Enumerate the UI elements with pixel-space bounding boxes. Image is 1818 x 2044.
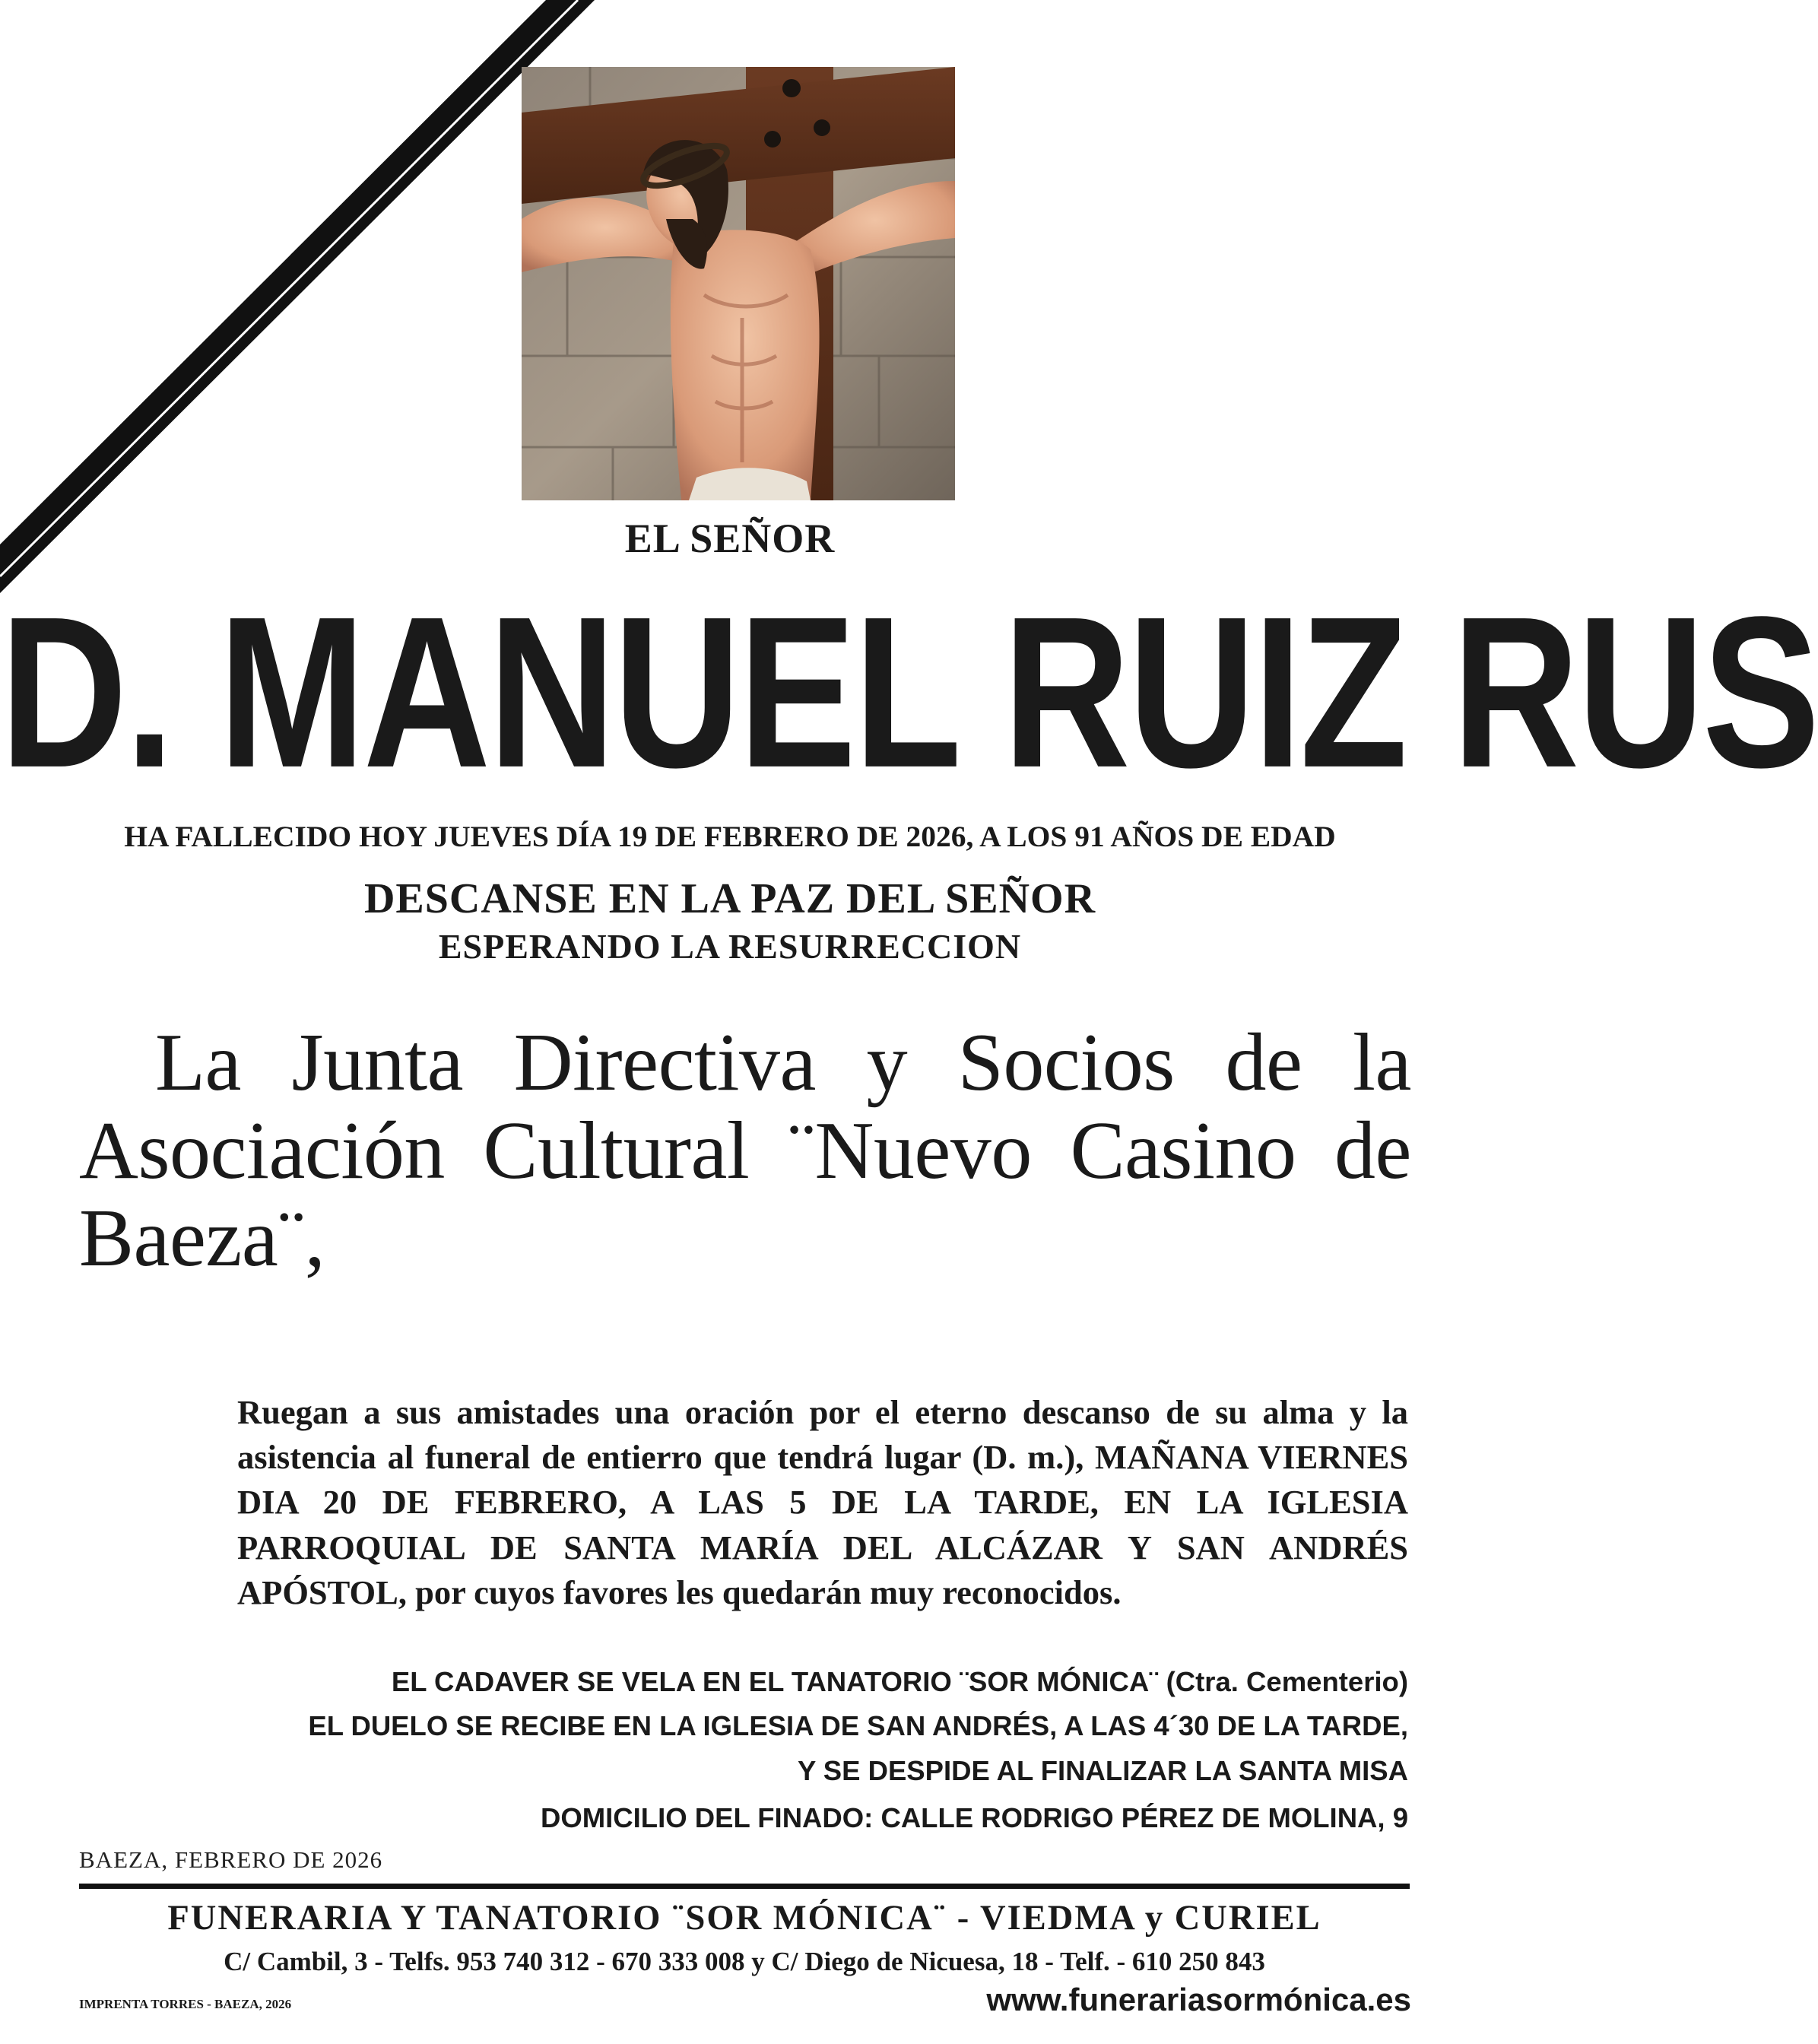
- vigil-line: EL CADAVER SE VELA EN EL TANATORIO ¨SOR MÓNICA¨ (Ctra. Cementerio): [391, 1666, 1408, 1697]
- printer-credit: IMPRENTA TORRES - BAEZA, 2026: [79, 1997, 292, 2011]
- association-text: La Junta Directiva y Socios de la Asociación Cultural ¨Nuevo Casino de Baeza¨,: [79, 1017, 1411, 1284]
- vigil-line: EL DUELO SE RECIBE EN LA IGLESIA DE SAN ANDRÉS, A LAS 4´30 DE LA TARDE,: [308, 1710, 1408, 1742]
- footer-divider: [79, 1884, 1410, 1889]
- vigil-line: DOMICILIO DEL FINADO: CALLE RODRIGO PÉREZ DE MOLINA, 9: [541, 1802, 1408, 1834]
- deceased-name: D. MANUEL RUIZ RUS: [0, 572, 1818, 813]
- honorific: EL SEÑOR: [624, 516, 836, 561]
- vigil-line: Y SE DESPIDE AL FINALIZAR LA SANTA MISA: [797, 1754, 1408, 1786]
- death-notice: HA FALLECIDO HOY JUEVES DÍA 19 DE FEBRERO DE 2026, A LOS 91 AÑOS DE EDAD: [124, 820, 1336, 853]
- rest-line-1: DESCANSE EN LA PAZ DEL SEÑOR: [363, 875, 1096, 922]
- website-link[interactable]: www.funerariasormónica.es: [986, 1982, 1411, 2017]
- request-text: Ruegan a sus amistades una oración por el eterno descanso de su alma y la asistencia al funeral de entierro que tendrá lugar (D. m.), MAÑANA VIERNES DIA 20 DE FEBRERO, A LAS 5 DE LA TARDE, EN LA IGLESIA PARROQUIAL DE SANTA MARÍA DEL ALCÁZAR Y SAN ANDRÉS APÓSTOL, por cuyos favores les quedarán muy reconocidos.: [237, 1393, 1408, 1611]
- crucifix-photo: [522, 67, 955, 500]
- funeral-home-address: C/ Cambil, 3 - Telfs. 953 740 312 - 670 333 008 y C/ Diego de Nicuesa, 18 - Telf. - 610 250 843: [224, 1947, 1265, 1976]
- rest-line-2: ESPERANDO LA RESURRECCION: [438, 927, 1022, 966]
- vigil-details: [228, 1660, 1408, 1841]
- dateline: BAEZA, FEBRERO DE 2026: [79, 1846, 383, 1873]
- funeral-home-name: FUNERARIA Y TANATORIO ¨SOR MÓNICA¨ - VIEDMA y CURIEL: [167, 1899, 1321, 1938]
